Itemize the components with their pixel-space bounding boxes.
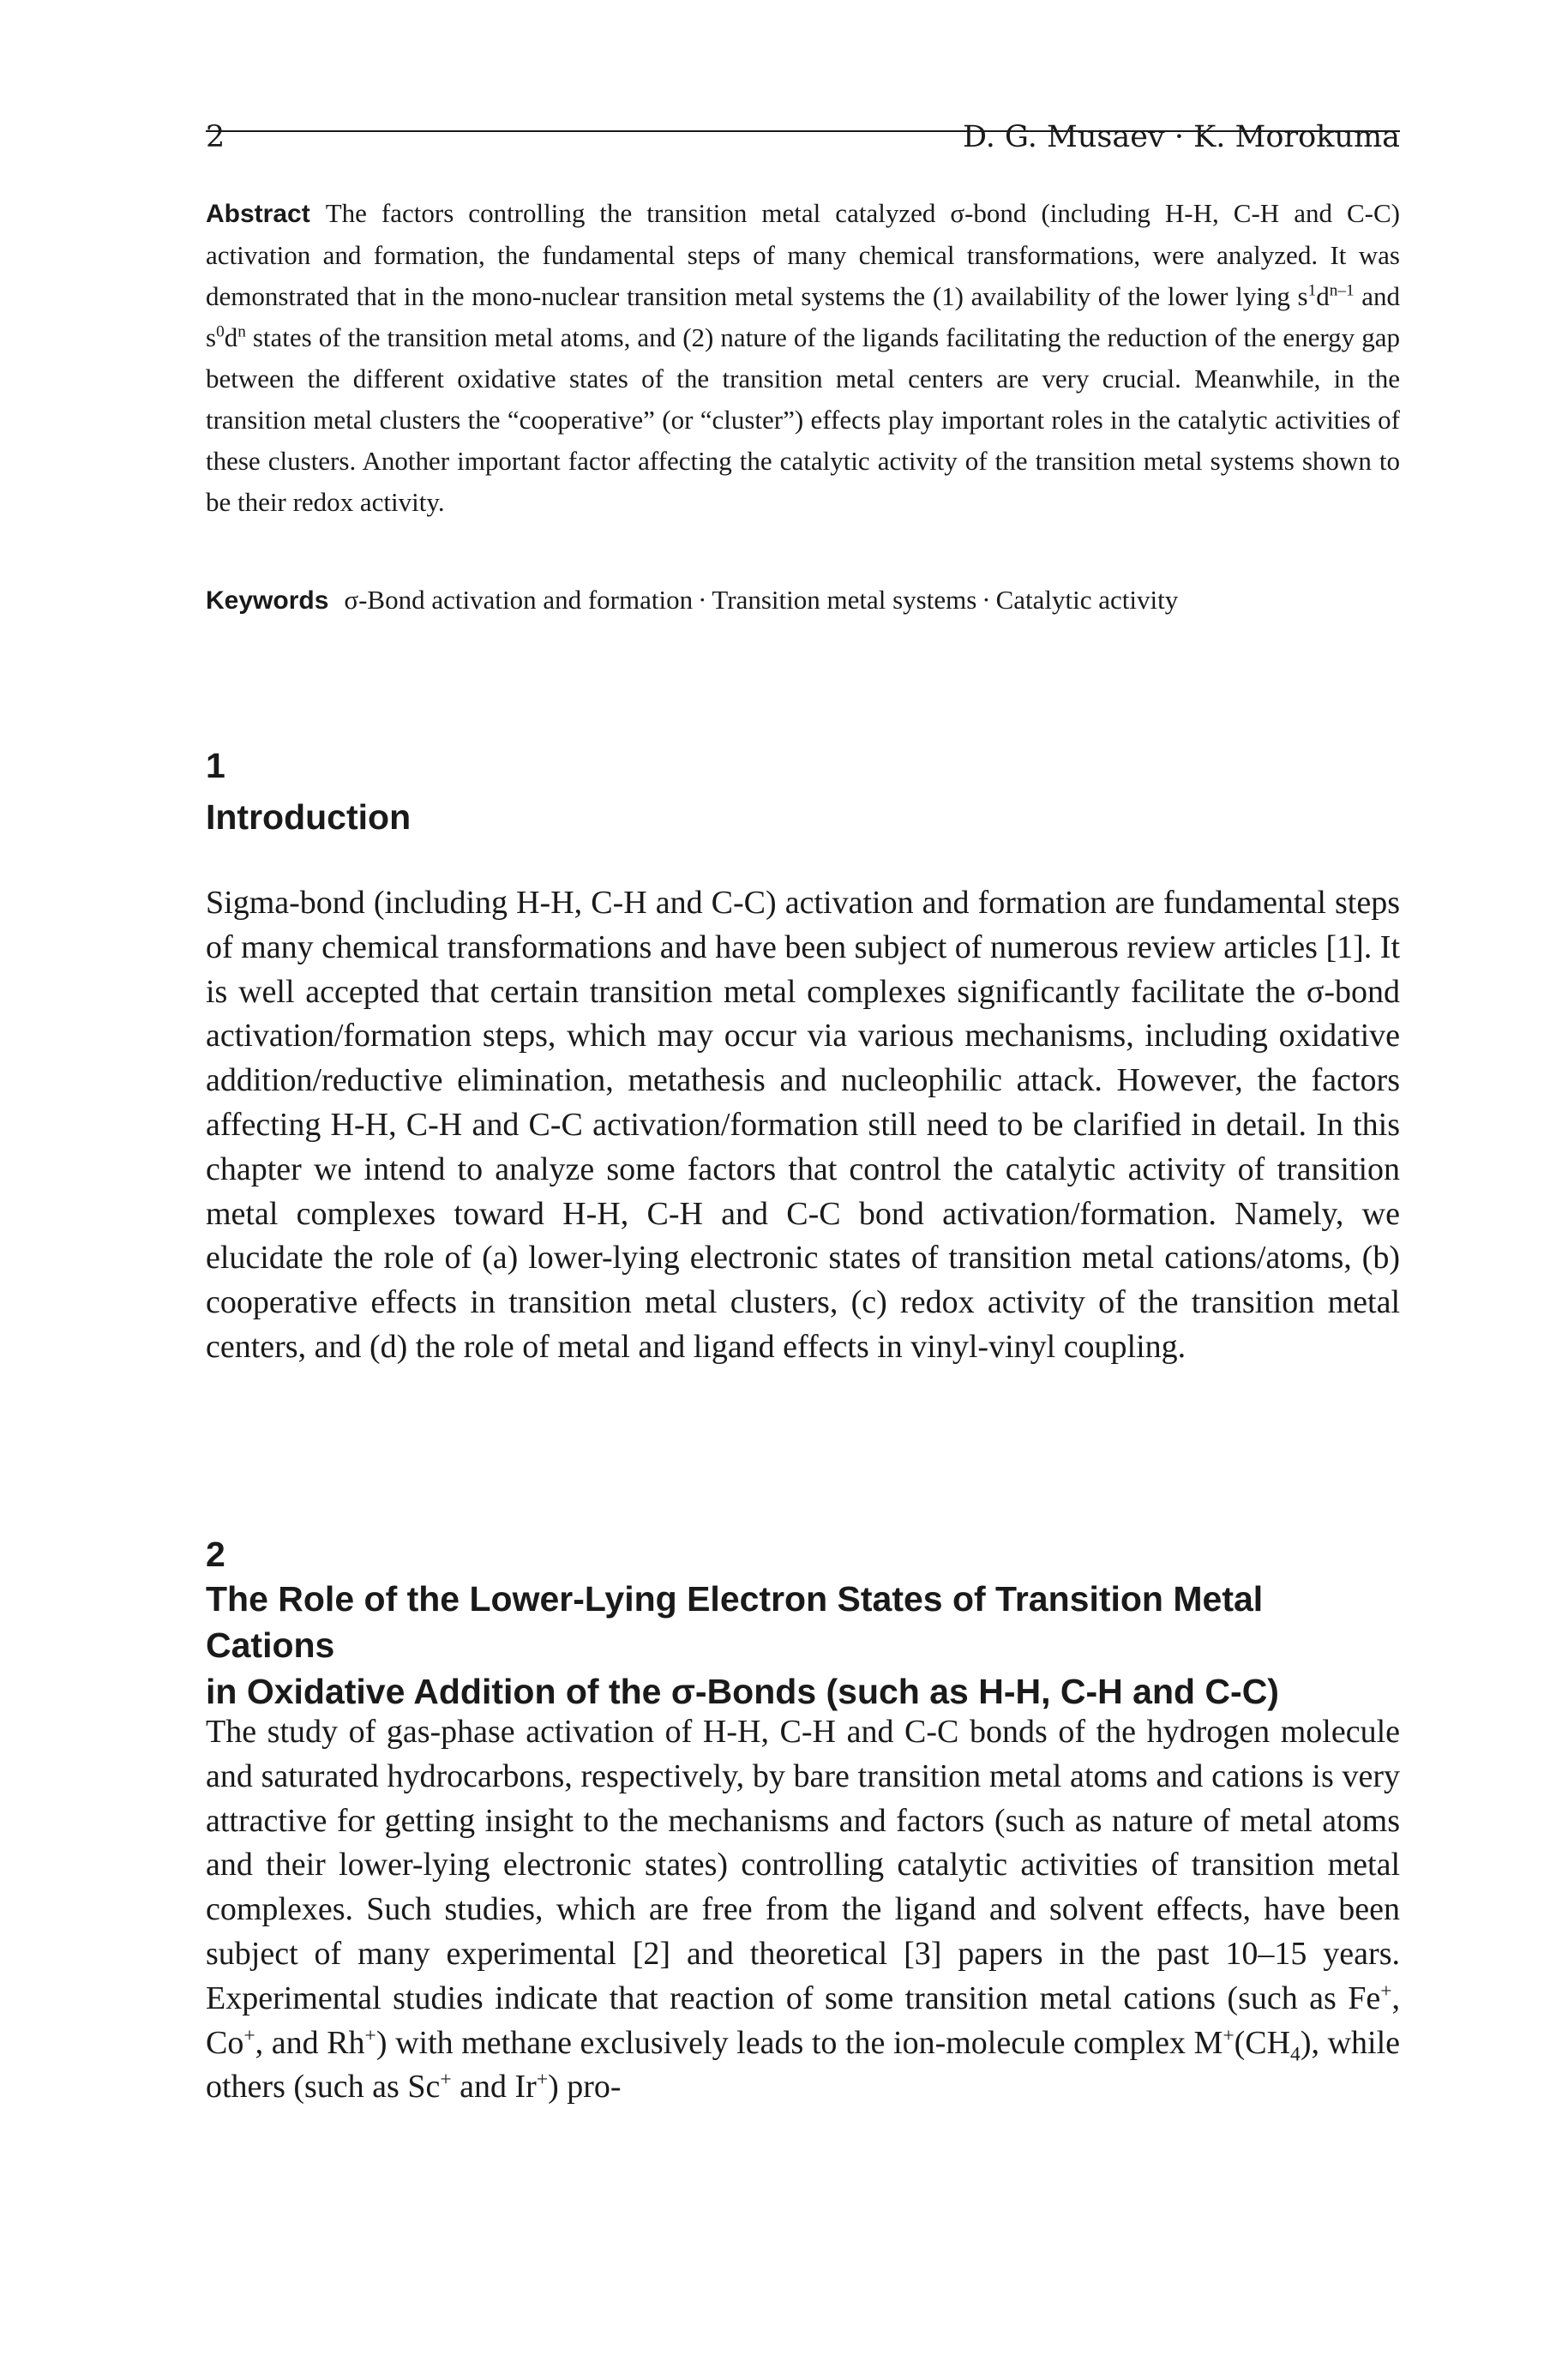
- abstract-text: states of the transition metal atoms, and (2) nature of the ligands facilitating the reduction of the energy gap between the different oxidative states of the transition metal centers are very crucial. Meanwhile, in the transition metal clusters the “cooperative” (or “cluster”) effects play important roles in the catalytic activities of these clusters. Another important factor affecting the catalytic activity of the transition metal systems shown to be their redox activity.: [206, 322, 1400, 517]
- running-header-authors: D. G. Musaev · K. Morokuma: [962, 120, 1400, 154]
- superscript: n–1: [1329, 281, 1355, 300]
- keyword-separator: ·: [698, 585, 707, 615]
- keywords: [206, 580, 1400, 622]
- superscript: 1: [1307, 281, 1317, 300]
- superscript: +: [243, 2023, 255, 2046]
- abstract-label: Abstract: [206, 200, 310, 228]
- section-1-body: Sigma-bond (including H-H, C-H and C-C) activation and formation are fundamental steps of many chemical transformations and have been subject of numerous review articles [1]. It is well accepted that certain transition metal complexes significantly facilitate the σ-bond activation/formation steps, which may occur via various mechanisms, including oxidative addition/reductive elimination, metathesis and nucleophilic attack. However, the factors affecting H-H, C-H and C-C activation/formation still need to be clarified in detail. In this chapter we intend to analyze some factors that control the catalytic activity of transition metal complexes toward H-H, C-H and C-C bond activation/formation. Namely, we elucidate the role of (a) lower-lying electronic states of transition metal cations/atoms, (b) cooperative effects in transition metal clusters, (c) redox activity of the transition metal centers, and (d) the role of metal and ligand effects in vinyl-vinyl coupling.: [206, 885, 1400, 1365]
- section-1-title: Introduction: [206, 797, 412, 837]
- superscript: +: [440, 2068, 452, 2091]
- section-2-title-line-2: in Oxidative Addition of the σ-Bonds (such as H-H, C-H and C-C): [206, 1672, 1279, 1711]
- body-text: ) with methane exclusively leads to the ion-molecule complex M: [375, 2024, 1223, 2061]
- superscript: n: [237, 322, 246, 341]
- abstract: [206, 193, 1400, 523]
- section-1-number: 1: [206, 746, 225, 785]
- keyword-item: σ-Bond activation and formation: [344, 585, 694, 615]
- body-text: , Co: [206, 1979, 1400, 2061]
- section-2-number: 2: [206, 1535, 225, 1574]
- body-text: The study of gas-phase activation of H-H, C-H and C-C bonds of the hydrogen molecule and saturated hydrocarbons, respectively, by bare transition metal atoms and cations is very attractive for getting insight to the mechanisms and factors (such as nature of metal atoms and their lower-lying electronic states) controlling catalytic activities of transition metal complexes. Such studies, which are free from the ligand and solvent effects, have been subject of many experimental [2] and theoretical [3] papers in the past 10–15 years. Experimental studies indicate that reaction of some transition metal cations (such as Fe: [206, 1714, 1400, 2016]
- section-2-title: [206, 1576, 1400, 1715]
- superscript: 0: [216, 322, 225, 341]
- superscript: +: [1223, 2023, 1235, 2046]
- abstract-text: d: [1316, 281, 1330, 311]
- body-text: and Ir: [451, 2069, 537, 2106]
- superscript: +: [1380, 1979, 1392, 2003]
- superscript: +: [536, 2068, 549, 2091]
- keywords-label: Keywords: [206, 586, 329, 615]
- body-text: ), while others (such as Sc: [206, 2024, 1400, 2106]
- body-text: ) pro-: [548, 2069, 622, 2106]
- superscript: +: [364, 2023, 376, 2046]
- body-text: , and Rh: [255, 2024, 365, 2061]
- running-header: [206, 120, 1400, 154]
- section-2-title-line-1: The Role of the Lower-Lying Electron States of Transition Metal Cations: [206, 1579, 1264, 1665]
- body-text: (CH: [1234, 2024, 1291, 2061]
- keyword-item: Transition metal systems: [712, 585, 977, 615]
- subscript: 4: [1290, 2043, 1301, 2066]
- section-2-body: [206, 1710, 1400, 2110]
- page-number: 2: [206, 120, 225, 154]
- keyword-separator: ·: [982, 585, 991, 615]
- abstract-text: d: [224, 322, 238, 352]
- keyword-item: Catalytic activity: [995, 585, 1179, 615]
- abstract-text: and s: [206, 281, 1400, 352]
- abstract-text: The factors controlling the transition metal catalyzed σ-bond (including H-H, C-H and C-C) activation and formation, the fundamental steps of many chemical transformations, were analyzed. It was demonstrated that in the mono-nuclear transition metal systems the (1) availability of the lower lying s: [206, 198, 1400, 311]
